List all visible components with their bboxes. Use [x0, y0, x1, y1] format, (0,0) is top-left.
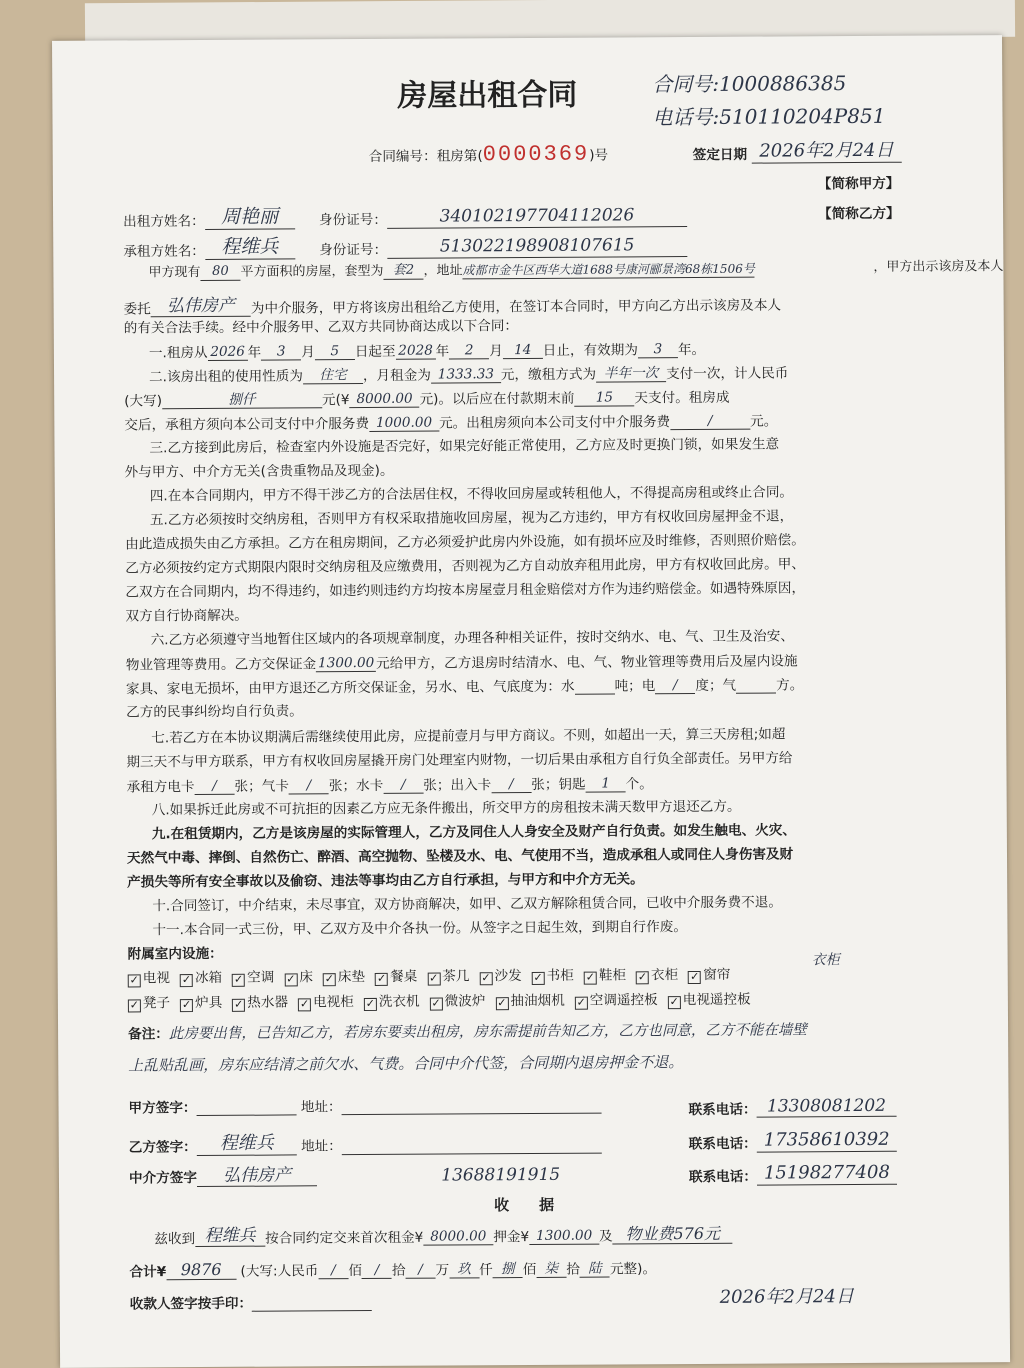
- facilities-row-2: [128, 992, 757, 1013]
- clause-7-b: 期三天不与甲方联系，甲方有权收回房屋撬开房门处理室内财物，一切后果由承租方自行负全部责任。另甲方给: [126, 750, 793, 771]
- checkbox-icon: ✓: [585, 970, 595, 984]
- remark-row-2: 上乱贴乱画，房东应结清之前欠水、气费。合同中介代签，合同期内退房押金不退。: [128, 1053, 684, 1075]
- facility-item: [284, 969, 313, 986]
- intro-line-2: 委托 弘伟房产 为中介服务，甲方将该房出租给乙方使用，在签订本合同时，甲方向乙方出示该房及本人: [123, 295, 782, 318]
- facility-item: [375, 969, 417, 986]
- clause-2-b: (大写) 捌仟 元(¥ 8000.00 元)。以后应在付款期末前 15 天支付。租房成: [124, 389, 730, 410]
- checkbox-icon: ✓: [669, 995, 679, 1009]
- clause-9-c: 产损失等所有安全事故以及偷窃、违法等事均由乙方自行承担，与甲方和中介方无关。: [127, 871, 644, 891]
- facility-label: 窗帘: [703, 966, 731, 983]
- checkbox-icon: ✓: [181, 973, 192, 987]
- sign-row-m-tel: 联系电话： 15198277408: [689, 1162, 897, 1186]
- clause-2-c: 交后，承租方须向本公司支付中介服务费 1000.00 元。出租房须向本公司支付中介服务费 / 元。: [124, 412, 778, 434]
- facility-item: [232, 970, 274, 987]
- sign-date: 签定日期 2026年2月24日: [693, 140, 902, 164]
- clause-5-a: 五.乙方必须按时交纳房租，否则甲方有权采取措施收回房屋，视为乙方违约，甲方有权收回房屋押金不退，: [149, 508, 794, 529]
- hw-contract-no: 合同号:1000886385: [652, 71, 847, 97]
- facilities-row-1: [128, 967, 737, 988]
- clause-9-b: 天然气中毒、摔倒、自然伤亡、醉酒、高空抛物、坠楼及水、电、气使用不当，造成承租人或同住人身伤害及财: [126, 846, 794, 867]
- clause-1: 一.租房从 2026 年 3 月 5 日起至 2028 年 2 月 14 日止，有效期为 3 年。: [148, 341, 706, 362]
- page-title: 房屋出租合同: [397, 77, 578, 114]
- sign-row-b: 乙方签字： 程维兵 地址：: [129, 1131, 602, 1156]
- facility-label: 床垫: [337, 969, 366, 986]
- checkbox-icon: ✓: [181, 998, 192, 1012]
- intro-line-1-end: ，甲方出示该房及本人: [873, 259, 1004, 275]
- remark-row-1: 备注：此房要出售，已告知乙方，若房东要卖出租房，房东需提前告知乙方，乙方也同意，乙方不能在墙壁: [128, 1022, 807, 1043]
- sign-row-b-tel: 联系电话： 17358610392: [689, 1129, 897, 1153]
- receipt-row-1: 兹收到 程维兵 按合同约定交来首次租金¥ 8000.00 押金¥ 1300.00 及 物业费576元: [154, 1223, 733, 1248]
- receipt-row-3: 收款人签字按手印：: [130, 1295, 372, 1313]
- facility-item: [532, 968, 574, 985]
- clause-8: 八.如果拆迁此房或不可抗拒的因素乙方应无条件搬出，所交甲方的房租按未满天数甲方退还乙方。: [151, 798, 741, 819]
- clause-2: 二.该房出租的使用性质为 住宅 ，月租金为 1333.33 元，缴租方式为 半年一次 支付一次，计人民币: [149, 365, 789, 386]
- checkbox-icon: ✓: [299, 997, 310, 1011]
- clause-3-b: 外与甲方、中介方无关(含贵重物品及现金)。: [124, 462, 394, 481]
- checkbox-icon: ✓: [129, 998, 140, 1012]
- checkbox-icon: ✓: [481, 971, 491, 985]
- clause-5-e: 双方自行协商解决。: [125, 607, 248, 625]
- clause-6-a: 六.乙方必须遵守当地暂住区域内的各项规章制度，办理各种相关证件，按时交纳水、电、气、卫生及治安、: [150, 628, 794, 649]
- sign-row-a: 甲方签字： 地址：: [128, 1098, 601, 1117]
- facility-item: [323, 969, 365, 986]
- clause-7-a: 七.若乙方在本协议期满后需继续使用此房，应提前壹月与甲方商议。不则，如超出一天，算三天房租;如超: [151, 726, 786, 747]
- clause-6-d: 乙方的民事纠纷均自行负责。: [126, 703, 303, 721]
- facility-item: [298, 994, 354, 1011]
- facility-label: 衣柜: [650, 967, 679, 984]
- facility-label: 茶几: [442, 968, 470, 985]
- facility-label: 微波炉: [444, 993, 486, 1010]
- contract-paper: [52, 35, 1010, 1368]
- checkbox-icon: ✓: [286, 972, 296, 986]
- facility-label: 沙发: [494, 968, 522, 985]
- checkbox-icon: ✓: [365, 996, 375, 1011]
- clause-3-a: 三.乙方接到此房后，检查室内外设施是否完好，如果完好能正常使用，乙方应及时更换门锁，如果发生意: [149, 436, 780, 457]
- checkbox-icon: ✓: [690, 969, 700, 984]
- facility-item: [232, 994, 288, 1011]
- checkbox-icon: ✓: [129, 973, 139, 987]
- clause-5-b: 由此造成损失由乙方承担。乙方在租房期间，乙方必须爱护此房内外设施，如有损坏应及时维修，否则照价赔偿。: [125, 532, 805, 553]
- facility-label: 书柜: [546, 967, 574, 984]
- clause-5-d: 乙双方在合同期内，均不得违约，如违约则违约方均按本房屋壹月租金赔偿对方作为违约赔偿金。如遇特殊原因，: [125, 580, 806, 601]
- clause-11: 十一.本合同一式三份，甲、乙双方及中介各执一份。从签字之日起生效，到期自行作废。: [152, 919, 687, 939]
- facility-item: [180, 995, 222, 1012]
- party-a-row: 出租方姓名： 周艳丽 身份证号： 340102197704112026: [123, 203, 687, 230]
- hw-phone-no: 电话号:510110204P851: [652, 103, 886, 130]
- checkbox-icon: ✓: [533, 970, 543, 984]
- clause-7-c: 承租方电卡 / 张；气卡 / 张；水卡 / 张；出入卡 / 张；钥匙 1 个。: [126, 775, 653, 796]
- facility-label: 空调遥控板: [589, 992, 658, 1009]
- facility-item: [180, 970, 222, 987]
- facility-item: [688, 967, 730, 984]
- clause-6-c: 家具、家电无损坏，由甲方退还乙方所交保证金，另水、电、气底度为：水 吨；电 / 度；气 方。: [125, 677, 804, 698]
- facility-item: [668, 992, 751, 1010]
- checkbox-icon: ✓: [429, 971, 439, 985]
- facility-label: 电视柜: [312, 994, 354, 1011]
- facility-item: [584, 967, 626, 984]
- sign-row-m: 中介方签字 弘伟房产 13688191915: [128, 1164, 561, 1187]
- facilities-title: 附属室内设施：: [127, 945, 223, 963]
- sign-row-a-tel: 联系电话： 13308081202: [688, 1096, 896, 1119]
- facility-label: 抽油烟机: [510, 992, 565, 1010]
- clause-6-b: 物业管理等费用。乙方交保证金 1300.00 元给甲方，乙方退房时结清水、电、气、物业管理等费用后及屋内设施: [125, 653, 798, 674]
- facility-item: [495, 993, 564, 1010]
- facility-item: [128, 995, 170, 1012]
- facility-label: 电视遥控板: [682, 991, 751, 1009]
- facility-item: [128, 970, 170, 987]
- checkbox-icon: ✓: [576, 995, 586, 1009]
- facility-label: 床: [299, 969, 313, 986]
- checkbox-icon: ✓: [497, 996, 507, 1010]
- facility-item: [636, 967, 678, 984]
- checkbox-icon: ✓: [233, 972, 244, 986]
- checkbox-icon: ✓: [376, 971, 387, 985]
- facility-label: 洗衣机: [378, 993, 420, 1010]
- facility-item: [364, 994, 420, 1011]
- receipt-row-2: 合计¥ 9876 (大写:人民币 / 佰 / 拾 / 万 玖 仟 捌 佰 柒 拾 陆 元整)。: [129, 1259, 657, 1281]
- clause-5-c: 乙方必须按约定方式期限内限时交纳房租及应缴费用，否则视为乙方自动放弃租用此房，甲方有权收回此房。甲、: [125, 556, 805, 577]
- hw-facility-note: 衣柜: [811, 952, 840, 969]
- facility-label: 热水器: [247, 994, 289, 1011]
- checkbox-icon: ✓: [637, 970, 648, 984]
- facility-label: 电视: [142, 970, 170, 987]
- receipt-date: 2026年2月24日: [719, 1286, 854, 1308]
- party-b-row: 承租方姓名： 程维兵 身份证号： 513022198908107615: [123, 233, 687, 260]
- checkbox-icon: ✓: [431, 996, 441, 1010]
- facility-label: 鞋柜: [598, 967, 627, 984]
- party-b-abbr: 【简称乙方】: [818, 205, 900, 223]
- facility-label: 餐桌: [390, 968, 418, 985]
- facility-label: 凳子: [142, 995, 171, 1012]
- facility-item: [575, 992, 658, 1010]
- clause-10: 十.合同签订，中介结束，未尽事宜，双方协商解决，如甲、乙双方解除租赁合同，已收中介服务费不退。: [152, 894, 782, 915]
- party-a-abbr: 【简称甲方】: [817, 175, 900, 193]
- intro-line-1: 甲方现有 80 平方面积的房屋，套型为 套2 ，地址成都市金牛区西华大道1688号康河郦景湾68栋1506号: [148, 261, 755, 281]
- receipt-title: 收 据: [494, 1195, 555, 1215]
- checkbox-icon: ✓: [234, 997, 244, 1011]
- checkbox-icon: ✓: [324, 972, 335, 986]
- facility-item: [430, 993, 486, 1010]
- facility-item: [479, 968, 521, 985]
- facility-label: 空调: [247, 969, 275, 986]
- clause-9-a: 九.在租赁期内，乙方是该房屋的实际管理人，乙方及同住人人身安全及财产自行负责。如发生触电、火灾、: [151, 822, 796, 843]
- facility-label: 冰箱: [194, 969, 223, 987]
- contract-number: 合同编号：租房第(0000369)号: [368, 141, 609, 168]
- intro-line-3: 的有关合法手续。经中介服务甲、乙双方共同协商达成以下合同：: [123, 318, 519, 337]
- facility-item: [427, 968, 469, 985]
- facility-label: 炉具: [195, 994, 223, 1012]
- clause-4: 四.在本合同期内，甲方不得干涉乙方的合法居住权，不得收回房屋或转租他人，不得提高房租或终止合同。: [149, 484, 794, 505]
